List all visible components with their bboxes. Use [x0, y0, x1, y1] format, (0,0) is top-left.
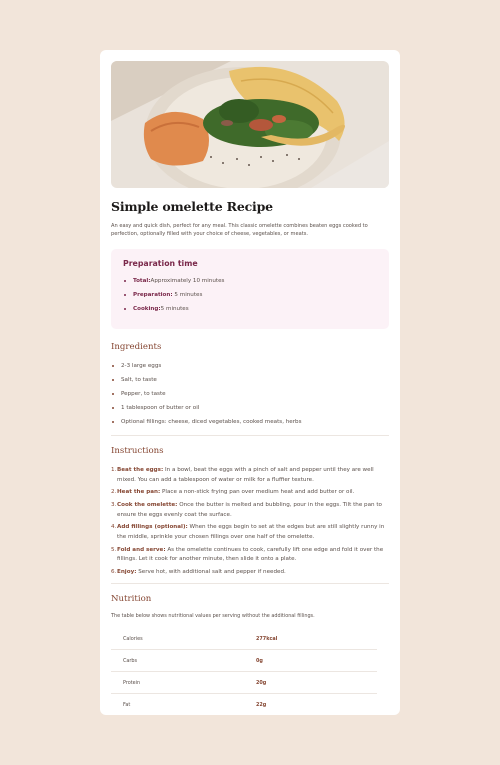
preparation-heading: Preparation time — [123, 259, 198, 268]
table-row — [111, 628, 377, 650]
preparation-list — [123, 274, 377, 316]
ingredient-item: 2-3 large eggs — [111, 359, 389, 373]
ingredient-item: Salt, to taste — [111, 373, 389, 387]
nutrient-name: Fat — [123, 701, 131, 708]
omelette-photo — [111, 61, 389, 188]
table-row — [111, 650, 377, 672]
instruction-step: 3. Cook the omelette: Once the butter is melted and bubbling, pour in the eggs. Tilt the pan to ensure the eggs evenly coat the surface. — [111, 502, 382, 518]
ingredient-item: Optional fillings: cheese, diced vegetables, cooked meats, herbs — [111, 415, 389, 429]
nutrient-name: Protein — [111, 672, 256, 694]
preparation-item: Cooking:5 minutes — [123, 302, 377, 316]
preparation-box — [111, 249, 389, 329]
ingredient-item: 1 tablespoon of butter or oil — [111, 401, 389, 415]
instruction-step: 6. Enjoy: Serve hot, with additional salt and pepper if needed. — [111, 568, 286, 575]
recipe-title: Simple omelette Recipe — [111, 199, 273, 214]
instruction-step: 5. Fold and serve: As the omelette continues to cook, carefully lift one edge and fold it over the fillings. Let it cook for another minute, then slide it onto a plate. — [111, 546, 384, 563]
nutrient-value: 277kcal — [256, 628, 377, 650]
instruction-step: 2. Heat the pan: Place a non-stick frying pan over medium heat and add butter or oil. — [111, 489, 355, 496]
nutrition-table — [111, 628, 377, 715]
nutrition-heading: Nutrition — [111, 594, 152, 605]
preparation-item: Preparation: 5 minutes — [123, 288, 377, 302]
ingredients-list — [111, 359, 389, 429]
instructions-heading: Instructions — [111, 446, 164, 456]
ingredients-heading: Ingredients — [111, 342, 162, 352]
instruction-step: 4. Add fillings (optional): When the eggs begin to set at the edges but are still slightly runny in the middle, sprinkle your chosen fillings over one half of the omelette. — [111, 524, 385, 540]
nutrient-name: Calories — [111, 628, 256, 650]
recipe-card — [100, 50, 400, 715]
recipe-intro: An easy and quick dish, perfect for any meal. This classic omelette combines beaten eggs cooked to perfection, optionally filled with your choice of cheese, vegetables, or meats. — [111, 223, 368, 237]
preparation-item: Total:Approximately 10 minutes — [123, 274, 377, 288]
nutrient-value: 0g — [256, 650, 377, 672]
table-row — [111, 694, 377, 716]
nutrient-value: 22g — [256, 701, 267, 708]
instructions-list — [111, 466, 389, 577]
table-row — [111, 672, 377, 694]
nutrition-description: The table below shows nutritional values per serving without the additional fillings. — [111, 613, 315, 620]
instruction-step: 1. Beat the eggs: In a bowl, beat the eggs with a pinch of salt and pepper until they are well mixed. You can add a tablespoon of water or milk for a fluffier texture. — [111, 467, 374, 483]
nutrient-value: 20g — [256, 672, 377, 694]
divider — [111, 435, 389, 436]
ingredient-item: Pepper, to taste — [111, 387, 389, 401]
divider — [111, 583, 389, 584]
nutrient-name: Carbs — [111, 650, 256, 672]
